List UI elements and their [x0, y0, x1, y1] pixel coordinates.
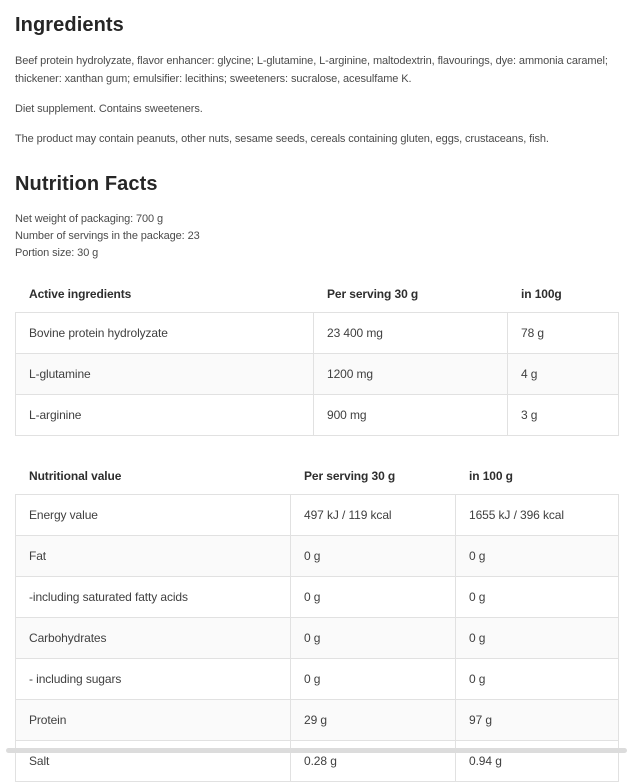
ingredients-section: [15, 14, 618, 148]
per-serving-cell: 1200 mg: [314, 354, 508, 395]
active-ingredients-header-row: [15, 282, 618, 306]
allergen-warning-text: The product may contain peanuts, other nuts, sesame seeds, cereals containing gluten, eggs, crustaceans, fish.: [15, 133, 549, 145]
column-header-active-ingredients: Active ingredients: [29, 287, 132, 301]
nutrition-facts-title: Nutrition Facts: [15, 173, 158, 195]
column-header-per-serving: Per serving 30 g: [304, 469, 396, 483]
column-header-per-100g: in 100g: [521, 287, 562, 301]
column-header-per-serving: Per serving 30 g: [327, 287, 419, 301]
table-row: [16, 700, 619, 741]
servings-count-line: Number of servings in the package: 23: [15, 230, 200, 242]
ingredient-name-cell: L-glutamine: [16, 354, 314, 395]
active-ingredients-table: [15, 312, 619, 436]
per-100g-cell: 0 g: [456, 618, 619, 659]
ingredients-title: Ingredients: [15, 14, 124, 36]
nutrient-name-cell: Salt: [16, 741, 291, 782]
table-row: [16, 577, 619, 618]
column-header-per-100g: in 100 g: [469, 469, 513, 483]
table-row: [16, 659, 619, 700]
table-row: [16, 741, 619, 782]
per-serving-cell: 29 g: [291, 700, 456, 741]
ingredient-name-cell: Bovine protein hydrolyzate: [16, 313, 314, 354]
nutrient-name-cell: Energy value: [16, 495, 291, 536]
per-100g-cell: 0 g: [456, 536, 619, 577]
per-serving-cell: 900 mg: [314, 395, 508, 436]
nutritional-value-table: [15, 494, 619, 782]
per-100g-cell: 4 g: [508, 354, 619, 395]
nutrition-facts-section: [15, 173, 618, 782]
portion-size-line: Portion size: 30 g: [15, 247, 99, 259]
ingredients-composition-text: Beef protein hydrolyzate, flavor enhancer: glycine; L-glutamine, L-arginine, maltodextrin, flavourings, dye: ammonia caramel; thickener: xanthan gum; emulsifier: lecithins; sweeteners: sucralose, acesulfame K.: [15, 55, 608, 85]
table-row: [16, 536, 619, 577]
per-serving-cell: 0 g: [291, 659, 456, 700]
table-row: [16, 354, 619, 395]
per-serving-cell: 23 400 mg: [314, 313, 508, 354]
ingredient-name-cell: L-arginine: [16, 395, 314, 436]
per-100g-cell: 0.94 g: [456, 741, 619, 782]
per-serving-cell: 497 kJ / 119 kcal: [291, 495, 456, 536]
per-100g-cell: 3 g: [508, 395, 619, 436]
column-header-nutritional-value: Nutritional value: [29, 469, 122, 483]
table-row: [16, 313, 619, 354]
per-100g-cell: 78 g: [508, 313, 619, 354]
per-100g-cell: 97 g: [456, 700, 619, 741]
table-row: [16, 618, 619, 659]
nutritional-value-header-row: [15, 464, 618, 488]
nutrient-name-cell: - including sugars: [16, 659, 291, 700]
horizontal-scrollbar-thumb[interactable]: [6, 748, 627, 753]
per-serving-cell: 0 g: [291, 536, 456, 577]
nutrient-name-cell: Carbohydrates: [16, 618, 291, 659]
per-serving-cell: 0 g: [291, 618, 456, 659]
package-meta-block: [15, 211, 618, 262]
per-100g-cell: 1655 kJ / 396 kcal: [456, 495, 619, 536]
per-100g-cell: 0 g: [456, 659, 619, 700]
table-row: [16, 395, 619, 436]
nutrient-name-cell: Fat: [16, 536, 291, 577]
net-weight-line: Net weight of packaging: 700 g: [15, 213, 164, 225]
per-serving-cell: 0 g: [291, 577, 456, 618]
nutrient-name-cell: Protein: [16, 700, 291, 741]
nutrient-name-cell: -including saturated fatty acids: [16, 577, 291, 618]
diet-supplement-note: Diet supplement. Contains sweeteners.: [15, 103, 203, 115]
per-serving-cell: 0.28 g: [291, 741, 456, 782]
table-row: [16, 495, 619, 536]
per-100g-cell: 0 g: [456, 577, 619, 618]
